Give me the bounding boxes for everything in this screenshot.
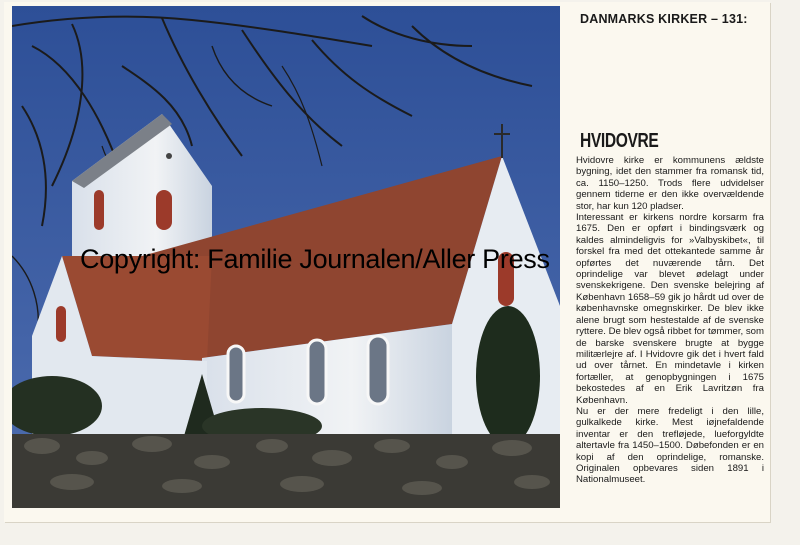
article-body xyxy=(576,155,766,486)
copyright-watermark: Copyright: Familie Journalen/Aller Press xyxy=(80,244,550,274)
article-paragraph: Nu er der mere fredeligt i den lille, gulkalkede kirke. Mest iøjnefaldende inventar er den trefløjede, lueforgyldte altertavle fra 1450–1500. Døbefonden er en kopi af den oprindelige, romanske. Originalen opbevares siden 1891 i Nationalmuseet. xyxy=(576,405,764,486)
cypress-tree xyxy=(476,306,540,446)
article-title: HVIDOVRE xyxy=(580,130,659,152)
series-heading: DANMARKS KIRKER – 131: xyxy=(580,12,748,26)
article-paragraph: Hvidovre kirke er kommunens ældste bygning, idet den stammer fra romansk tid, ca. 1150–1250. Trods flere udvidelser gennem tiderne er den ikke overvældende stor, har kun 120 pladser. xyxy=(576,155,764,212)
article-paragraph: Interessant er kirkens nordre korsarm fra 1675. Den er opført i bindingsværk og kaldes almindeligvis for »Valbyskibet«, til forskel fra med det ottekantede samme år opførtes det nuværende tårn. Det oprindelige var blevet ødelagt under svenskekrigene. Den svenske belejring af København 1658–59 gik jo hårdt ud over de københavnske omegnskirker. De blev ikke alene brugt som hestestalde af de svenske ryttere. De blev også ribbet for tømmer, som de barske svenskere brugte at bygge militærlejre af. I Hvidovre gik det i hvert fald ud over tårnet. En mindetavle i kirken fortæller, at genopbygningen i 1675 bekostedes af en Erik Lavritzøn fra København. xyxy=(576,212,764,406)
